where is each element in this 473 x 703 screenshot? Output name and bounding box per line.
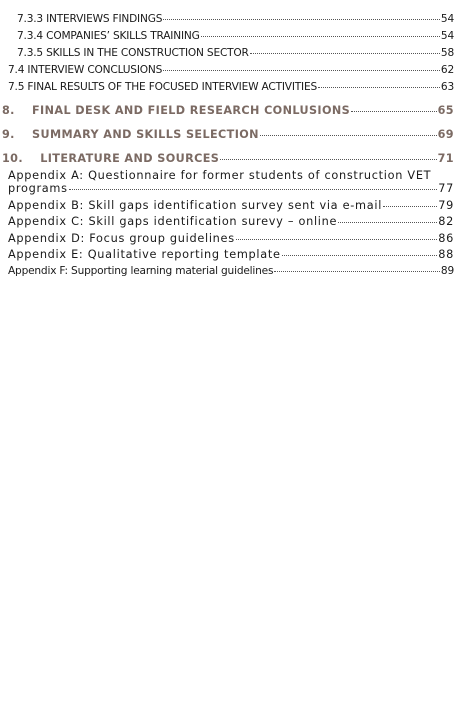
toc-entry-appendix-d[interactable] (8, 232, 454, 245)
toc-entry-page: 58 (440, 47, 454, 59)
toc-entry-page: 62 (440, 64, 454, 76)
toc-entry-section-10[interactable] (2, 152, 454, 165)
toc-entry-label: 7.3.5 SKILLS IN THE CONSTRUCTION SECTOR (17, 47, 249, 59)
toc-entry-page: 54 (440, 13, 454, 25)
toc-leader-dots (282, 255, 438, 256)
toc-entry-label: 7.5 FINAL RESULTS OF THE FOCUSED INTERVIEW ACTIVITIES (8, 81, 317, 93)
toc-entry-page: 77 (438, 182, 454, 195)
toc-leader-dots (69, 189, 438, 190)
toc-entry-page: 86 (438, 232, 454, 245)
toc-entry-7-3-4[interactable] (17, 30, 454, 42)
toc-entry-label: Appendix E: Qualitative reporting template (8, 248, 281, 261)
toc-leader-dots (351, 111, 437, 112)
toc-entry-page: 69 (437, 128, 454, 141)
toc-leader-dots (236, 239, 437, 240)
toc-entry-appendix-f[interactable] (8, 265, 454, 277)
toc-entry-appendix-a[interactable] (8, 169, 454, 195)
toc-entry-section-8[interactable] (2, 104, 454, 117)
toc-entry-label-continued: programs (8, 182, 68, 195)
toc-leader-dots (274, 271, 440, 272)
toc-entry-label: 9. SUMMARY AND SKILLS SELECTION (2, 128, 259, 141)
toc-entry-label: Appendix D: Focus group guidelines (8, 232, 235, 245)
toc-entry-page: 79 (438, 199, 454, 212)
toc-entry-appendix-e[interactable] (8, 248, 454, 261)
toc-leader-dots (250, 53, 440, 54)
toc-entry-7-3-3[interactable] (17, 13, 454, 25)
toc-entry-label: Appendix C: Skill gaps identification surevy – online (8, 215, 338, 228)
toc-entry-label: 8. FINAL DESK AND FIELD RESEARCH CONLUSIONS (2, 104, 351, 117)
toc-entry-label: Appendix F: Supporting learning material guidelines (8, 265, 274, 277)
toc-leader-dots (201, 36, 440, 37)
toc-entry-7-4[interactable] (8, 64, 454, 76)
toc-entry-section-9[interactable] (2, 128, 454, 141)
toc-entry-label: 10. LITERATURE AND SOURCES (2, 152, 220, 165)
toc-entry-page: 71 (437, 152, 454, 165)
toc-leader-dots (318, 87, 440, 88)
toc-leader-dots (163, 19, 440, 20)
toc-leader-dots (383, 206, 437, 207)
toc-entry-label: Appendix A: Questionnaire for former students of construction VET (8, 169, 432, 182)
toc-entry-label: 7.3.4 COMPANIES’ SKILLS TRAINING (17, 30, 200, 42)
toc-entry-7-3-5[interactable] (17, 47, 454, 59)
toc-entry-appendix-b[interactable] (8, 199, 454, 212)
toc-entry-label: 7.4 INTERVIEW CONCLUSIONS (8, 64, 163, 76)
toc-entry-7-5[interactable] (8, 81, 454, 93)
toc-leader-dots (163, 70, 440, 71)
toc-leader-dots (338, 222, 437, 223)
toc-entry-page: 88 (438, 248, 454, 261)
toc-entry-page: 82 (438, 215, 454, 228)
toc-leader-dots (220, 159, 436, 160)
toc-entry-page: 65 (437, 104, 454, 117)
toc-entry-label: 7.3.3 INTERVIEWS FINDINGS (17, 13, 163, 25)
toc-leader-dots (260, 135, 437, 136)
toc-entry-appendix-c[interactable] (8, 215, 454, 228)
toc-entry-page: 54 (440, 30, 454, 42)
toc-entry-page: 63 (440, 81, 454, 93)
toc-entry-page: 89 (440, 265, 454, 277)
toc-entry-label: Appendix B: Skill gaps identification survey sent via e-mail (8, 199, 383, 212)
